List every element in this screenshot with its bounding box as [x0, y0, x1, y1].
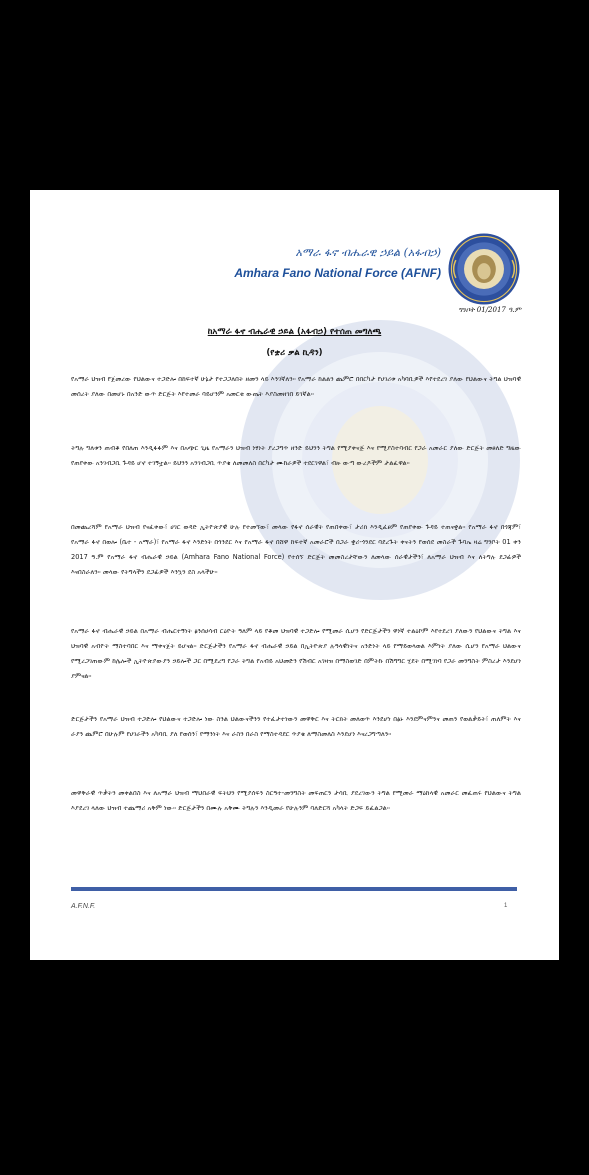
body-paragraph-2: ትግሉ ግለቱን ጠብቆ የበለጠ እንዲፋፋም እና በአጭር ጊዜ የአማራን ህዝብ ነፃነት ያረጋግጥ ዘንድ ይህንን ትግል የሚያቀናጅ እና የሚያስተባብር የጋራ አመራር ያለው ድርጅት መፀለድ ግዜው የጠየቀው አንገብጋቢ ጉዳይ ሆኖ ተገኝቷል። ይህንን አንገብጋቢ ጥያቄ ለመመለስ በርካታ ሙከራዎች ተደርገዋል፣ ብዙ ውጣ ውረዶችም ታልፈዋል። [71, 444, 521, 467]
document-page [30, 190, 559, 960]
body-paragraph-6: መዋቅራዊ ጥቃትን መቀልበስ እና ለአማራ ህዝብ ማህበራዊ ፍትህን የሚያሰፍን ስርዓተ-መንግስት መፍጠርን ታሳቢ ያደረገውን ትግል የሚመራ ማዕከላዊ አመራር መፈጠሩ የህልውና ትግል እያደረገ ላለው ህዝብ ተጨማሪ አቅም ነው። ድርጅታችን በሙሉ አቅሙ ትግሉን እንዲመራ የሁሉንም ባለድርሻ አካላት ድጋፍ ይፈልጋል። [71, 789, 521, 812]
body-paragraph-1: የአማራ ህዝብ የጀመረው የህልውና ተጋድሎ በከፍተኛ ሁኔታ የተጋጋለበት ዘመን ላይ እንገኛለን። የአማራ ከልልን ጨምሮ በበርካታ የሀገሪቱ አካባቢዎች እየተደረገ ያለው የህልውና ትግል ህዝባዊ መሰረት ያለው በመሆኑ በአንድ ውጥ ድርጅት እየተመራ ባይሆንም አመርቂ ውጤት እያስመዘገበ ይገኛል። [71, 375, 521, 398]
footer-org-initials: A.F.N.F. [71, 903, 96, 910]
document-subtitle: (የቋሪ ቃል ኪዳን) [266, 348, 323, 358]
body-paragraph-5: ድርጅታችን የአማራ ህዝብ ተጋድሎ የህልውና ተጋድሎ ነው ስንል ህልውናችንን የተፈታተነውን መዋቅር እና ትርክት መለወጥ እንደሆነ በፅኑ እንደምናምንና መጠን የወልቃይት፣ ጠለምት እና ራያን ጨምሮ በሁሉም የሀገራችን አካባቢ ያለ የወሰን፣ የማንነት እና ራስን በራስ የማስተዳደር ጥያቄ ለማስመለስ እንደሆነ እናረጋግጣለን። [71, 715, 521, 738]
document-title: ከአማራ ፋኖ ብሔራዊ ኃይል (አፋብኃ) የተሰጠ መግለጫ [207, 327, 382, 337]
footer-divider [71, 887, 517, 891]
reference-date: ግንቦት 01/2017 ዓ.ም [458, 306, 521, 314]
org-name-english: Amhara Fano National Force (AFNF) [234, 266, 441, 280]
body-paragraph-3: በመጨረሻም የአማራ ህዝብ የናፈቀው፣ ሀገር ወዳድ ኢትዮጵያዊ ሁሉ የተመኘው፣ መላው የፋኖ ሰራዊት የጠበቀው፣ ታሪክ እንዲፈፀም የጠየቀው ጉዳይ ተጠናቋል። የአማራ ፋኖ በጎጃም፣ የአማራ ፋኖ በወሎ (ቤተ - አማራ)፣ የአማራ ፋኖ እንድነት በጎንደር እና የአማራ ፋኖ በሸዋ ከፍተኛ አመራሮች በጋራ ቋሪ-ጎንደር ባደረጉት ቀናትን የወሰደ መስራች ጉባኤ ዛሬ ግንቦት 01 ቀን 2017 ዓ.ም የአማራ ፋኖ ብሔራዊ ኃይል (Amhara Fano National Force) የተሰኘ ድርጅት መመስረታቸውን ለመላው ሰራዊታችን፣ ለአማራ ህዝብ እና ለትግሉ ደጋፊዎች እናበስራለን። መላው የትግላችን ደጋፊዎች እንኳን ደስ አላችሁ። [71, 523, 521, 576]
org-name-amharic: አማራ ፋኖ ብሔራዊ ኃይል (አፋብኃ) [295, 246, 441, 259]
page-number: 1 [504, 903, 508, 909]
letterhead [30, 232, 559, 302]
afnf-logo-emblem [447, 232, 521, 306]
body-paragraph-4: የአማራ ፋኖ ብሔራዊ ኃይል በአማራ ብሔርተኝነት ፅንሰሀሳብ ርዕዮት ዓለም ላይ የቆመ ህዝባዊ ተጋድሎ የሚመራ ሲሆን የድርጅታችን ዋነኛ ተልዕኮም እየተደረገ ያለውን የህልውና ትግል እና ህዝባዊ አብዮት ማስተባበር እና ማቀናጀት ይሆናል። ድርጅታችን የአማራ ፋኖ ብሔራዊ ኃይል በኢትዮጵያ ሉዓላዊነትና አንድነት ላይ የማይወላወል እምነት ያለው ሲሆን የአማራ ህልውና የሚረጋገጠውም ከሌሎች ኢትዮጵያውያን ኃይሎች ጋር በሚደረግ የጋራ ትግል የአብይ አህመድን የሽብር አገዛዝ በማስወገድ በምትኩ በሽግግር ሂደት በሚገነባ የጋራ መንግስት ምስረታ እንደሆነ ያምናል። [71, 627, 521, 680]
